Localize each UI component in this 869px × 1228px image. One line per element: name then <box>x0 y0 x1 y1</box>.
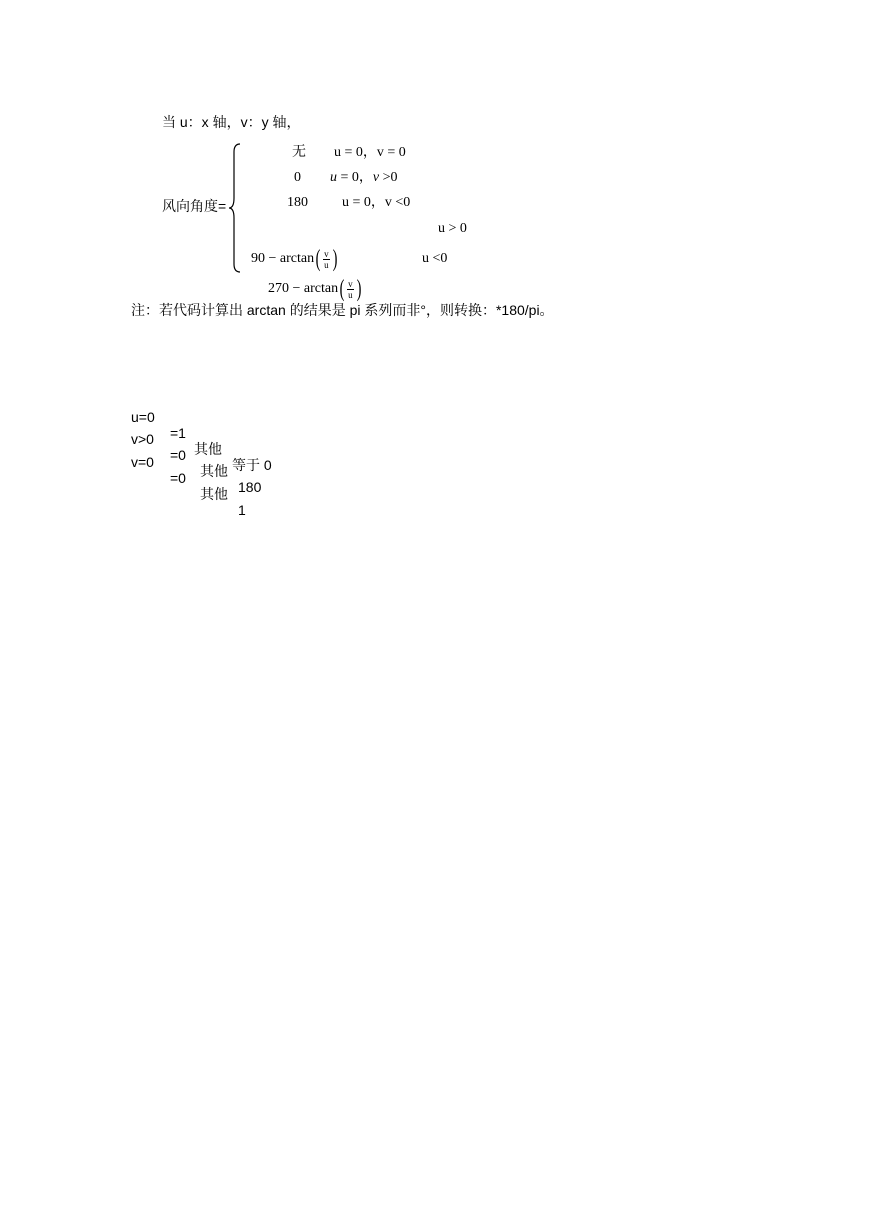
case-4-frac-num: v <box>324 248 329 259</box>
case-5-value <box>261 244 363 304</box>
case-4-condition: u > 0 <box>438 221 467 236</box>
case-5-condition: u <0 <box>422 251 448 266</box>
row-cell: 其他 <box>200 463 228 479</box>
case-2-u: u <box>330 170 337 185</box>
case-1-value: 无 <box>292 145 306 160</box>
case-4-frac-den: u <box>324 259 329 270</box>
row-cell: v=0 <box>131 454 154 470</box>
case-1-condition: u = 0，v = 0 <box>334 145 406 160</box>
row-cell: 等于 0 <box>232 457 272 473</box>
case-2-eq: = 0， <box>337 170 373 185</box>
row-cell: 1 <box>238 502 246 518</box>
row-cell: 其他 <box>194 441 222 457</box>
case-5-prefix: 270 − arctan <box>268 281 339 296</box>
left-brace-icon <box>228 142 242 274</box>
intro-line: 当 u：x 轴，v：y 轴， <box>162 114 301 130</box>
case-2-condition <box>330 170 398 186</box>
table-row <box>131 438 246 518</box>
left-paren-icon: ( <box>339 276 345 302</box>
right-paren-icon: ) <box>356 276 361 302</box>
case-5-fraction <box>347 279 354 300</box>
case-5-frac-den: u <box>348 289 353 300</box>
formula-lhs: 风向角度= <box>162 198 227 214</box>
case-3-value: 180 <box>287 195 308 210</box>
case-2-value: 0 <box>294 170 301 185</box>
left-paren-icon: ( <box>315 246 321 272</box>
case-3-condition: u = 0，v <0 <box>342 195 411 210</box>
row-cell: v>0 <box>131 431 154 447</box>
case-4-prefix: 90 − arctan <box>251 251 315 266</box>
row-cell: 180 <box>238 479 262 495</box>
case-2-v: v <box>372 170 380 185</box>
case-5-frac-num: v <box>348 278 353 289</box>
row-cell: =1 <box>170 425 186 441</box>
right-paren-icon: ) <box>332 246 337 272</box>
row-cell: 其他 <box>200 486 228 502</box>
case-2-rest: >0 <box>379 170 398 185</box>
row-cell: =0 <box>170 470 186 486</box>
row-cell: =0 <box>170 447 186 463</box>
row-cell: u=0 <box>131 409 155 425</box>
note-line: 注：若代码计算出 arctan 的结果是 pi 系列而非°，则转换：*180/pi。 <box>131 302 554 318</box>
